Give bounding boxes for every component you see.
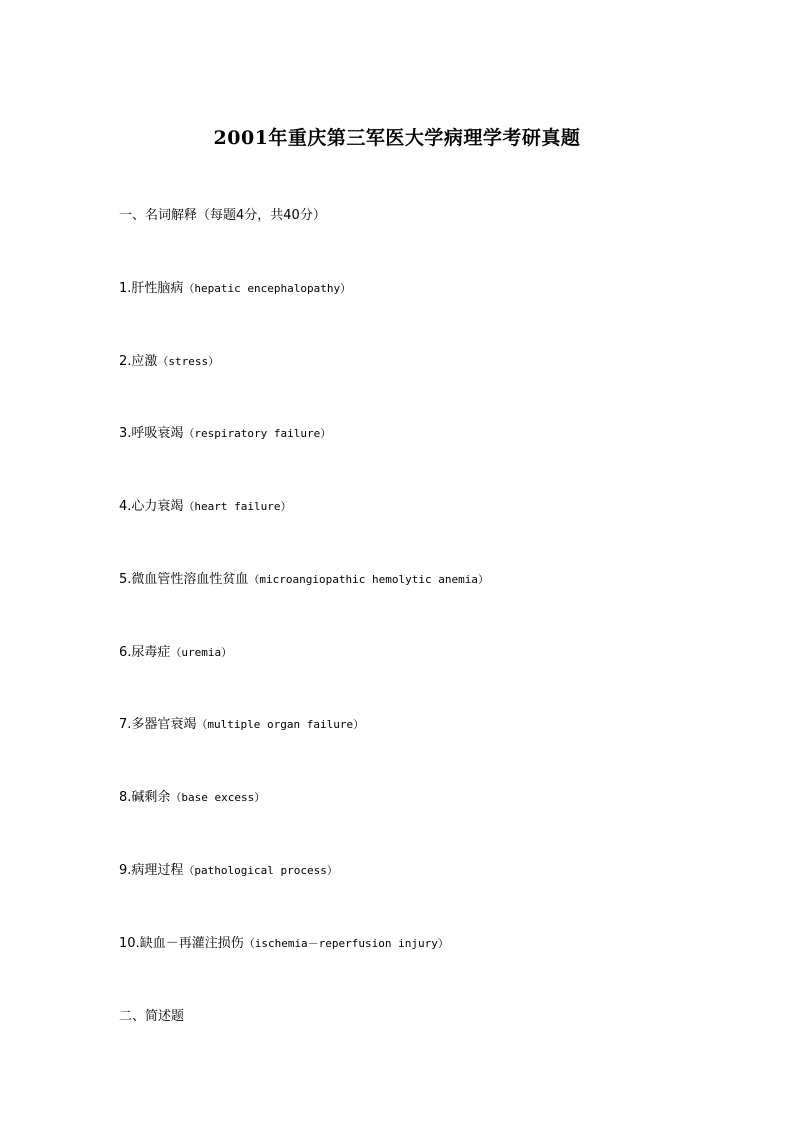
item-number: 5.	[119, 572, 132, 587]
item-term-english: （base excess）	[170, 791, 266, 804]
item-term-english: （uremia）	[170, 646, 233, 659]
item-term-english: （heart failure）	[183, 500, 292, 513]
item-term-english: （respiratory failure）	[183, 427, 332, 440]
item-term-chinese: 多器官衰竭	[131, 717, 197, 732]
item-number: 8.	[119, 790, 132, 805]
item-term-english: （ischemia－reperfusion injury）	[243, 937, 449, 950]
item-number: 7.	[119, 717, 132, 732]
item-term-english: （microangiopathic hemolytic anemia）	[248, 573, 489, 586]
item-number: 6.	[119, 645, 132, 660]
item-number: 3.	[119, 426, 132, 441]
list-item	[119, 861, 338, 881]
item-number: 1.	[119, 281, 132, 296]
list-item	[119, 570, 489, 590]
item-term-chinese: 微血管性溶血性贫血	[131, 572, 249, 587]
item-term-chinese: 碱剩余	[131, 790, 171, 805]
section-heading-terms: 一、名词解释（每题4分，共40分）	[119, 208, 326, 223]
item-term-chinese: 呼吸衰竭	[131, 426, 184, 441]
item-term-chinese: 应激	[131, 354, 158, 369]
section-heading-short-answer: 二、简述题	[119, 1009, 185, 1024]
item-term-chinese: 肝性脑病	[131, 281, 184, 296]
document-title: 2001年重庆第三军医大学病理学考研真题	[213, 127, 581, 149]
item-term-chinese: 病理过程	[131, 863, 184, 878]
item-term-english: （pathological process）	[183, 864, 338, 877]
list-item	[119, 788, 265, 808]
item-term-chinese: 缺血－再灌注损伤	[139, 936, 244, 951]
item-term-english: （stress）	[157, 355, 220, 368]
item-term-chinese: 心力衰竭	[131, 499, 184, 514]
item-term-english: （hepatic encephalopathy）	[183, 282, 352, 295]
list-item	[119, 643, 232, 663]
list-item	[119, 497, 292, 517]
item-number: 4.	[119, 499, 132, 514]
list-item	[119, 424, 331, 444]
list-item	[119, 934, 449, 954]
list-item	[119, 352, 219, 372]
item-number: 10.	[119, 936, 140, 951]
item-number: 2.	[119, 354, 132, 369]
list-item	[119, 715, 364, 735]
item-term-chinese: 尿毒症	[131, 645, 171, 660]
item-term-english: （multiple organ failure）	[196, 718, 365, 731]
list-item	[119, 279, 351, 299]
item-number: 9.	[119, 863, 132, 878]
